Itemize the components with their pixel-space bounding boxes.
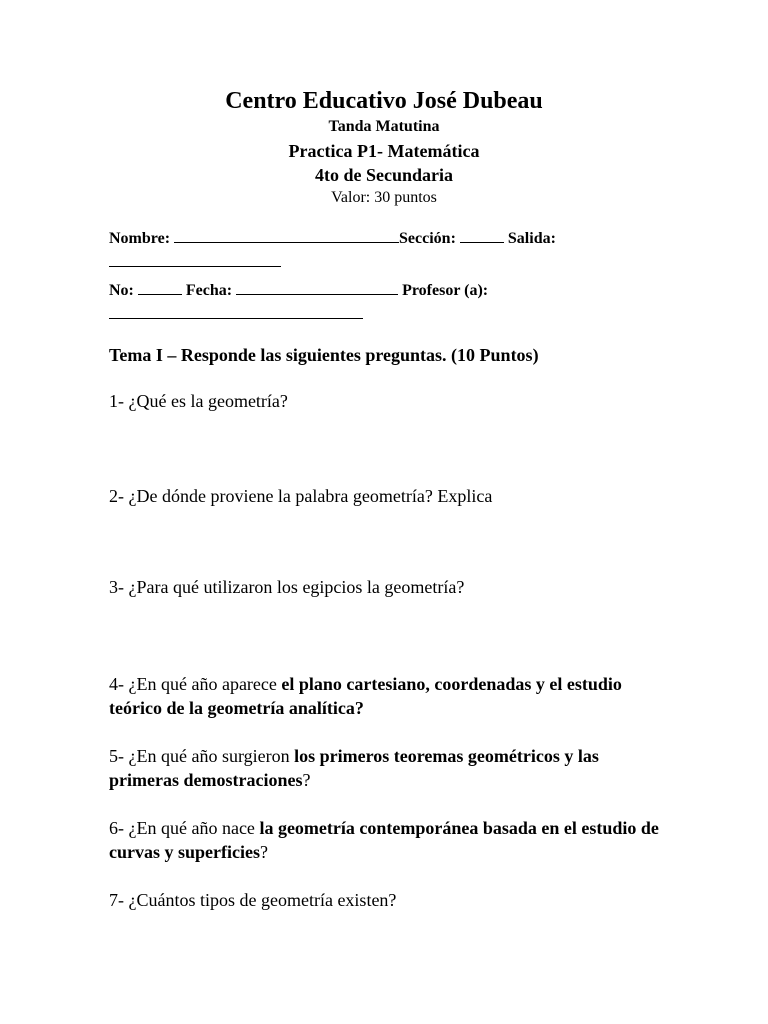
question-5-emphasis: los primeros teoremas geométricos y las primeras demostraciones	[109, 746, 599, 790]
question-3: 3- ¿Para qué utilizaron los egipcios la geometría?	[109, 577, 465, 597]
no-label: No:	[109, 282, 134, 299]
fecha-blank[interactable]	[236, 280, 398, 295]
question-2: 2- ¿De dónde proviene la palabra geometría? Explica	[109, 486, 493, 506]
question-5	[109, 744, 669, 792]
student-info-line-1	[109, 226, 669, 252]
no-blank[interactable]	[138, 280, 182, 295]
school-name: Centro Educativo José Dubeau	[225, 88, 543, 114]
seccion-label: Sección:	[399, 230, 456, 247]
grade-label: 4to de Secundaria	[314, 165, 453, 185]
value-label: Valor: 30 puntos	[331, 189, 437, 206]
question-4-emphasis: el plano cartesiano, coordenadas y el estudio teórico de la geometría analítica?	[109, 674, 622, 718]
profesor-blank-line	[109, 302, 669, 328]
question-6-suffix: ?	[259, 842, 268, 862]
nombre-label: Nombre:	[109, 230, 171, 247]
question-5-prefix: 5- ¿En qué año surgieron	[109, 746, 295, 766]
tema-heading: Tema I – Responde las siguientes preguntas. (10 Puntos)	[109, 345, 539, 365]
salida-blank-line	[109, 250, 669, 276]
nombre-blank[interactable]	[174, 228, 399, 243]
salida-blank[interactable]	[109, 252, 281, 267]
question-5-suffix: ?	[302, 770, 311, 790]
question-6	[109, 816, 669, 864]
question-4	[109, 672, 669, 720]
seccion-blank[interactable]	[460, 228, 504, 243]
question-7: 7- ¿Cuántos tipos de geometría existen?	[109, 890, 397, 910]
shift-label: Tanda Matutina	[328, 118, 440, 135]
document-header	[0, 86, 768, 209]
salida-label: Salida:	[507, 230, 556, 247]
profesor-blank[interactable]	[109, 304, 363, 319]
profesor-label: Profesor (a):	[402, 282, 489, 299]
question-4-prefix: 4- ¿En qué año aparece	[109, 674, 282, 694]
question-6-prefix: 6- ¿En qué año nace	[109, 818, 260, 838]
question-1: 1- ¿Qué es la geometría?	[109, 391, 288, 411]
practice-title: Practica P1- Matemática	[288, 141, 480, 161]
question-6-emphasis: la geometría contemporánea basada en el estudio de curvas y superficies	[109, 818, 659, 862]
student-info-line-2	[109, 278, 669, 304]
fecha-label: Fecha:	[185, 282, 233, 299]
